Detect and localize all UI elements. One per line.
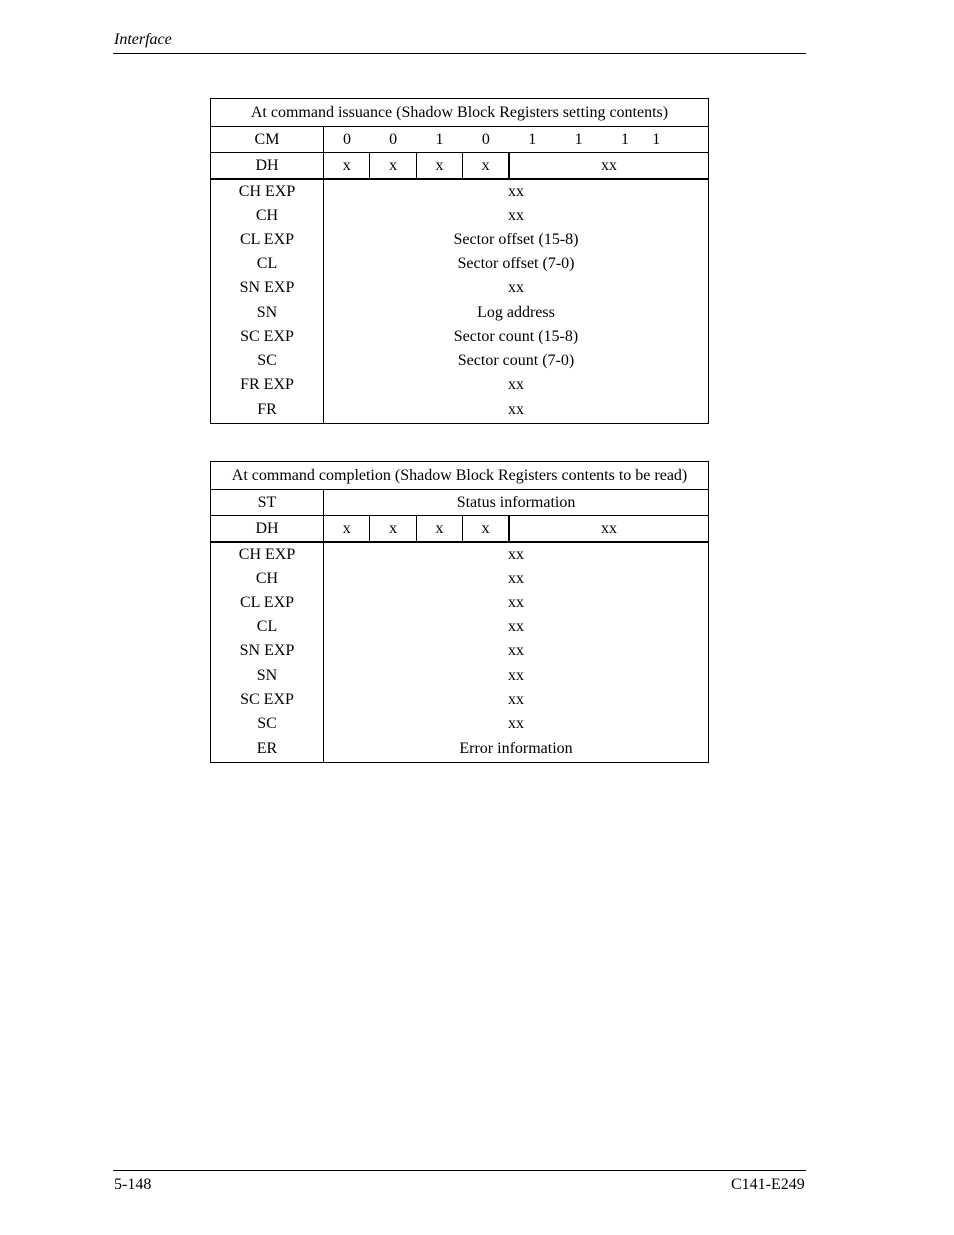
dh-bit-7: x (324, 153, 370, 180)
cm-bit-2: 1 (555, 127, 601, 153)
reg-value: xx (324, 179, 709, 204)
dh-bit-5: x (416, 516, 462, 543)
cm-bit-7: 0 (324, 127, 370, 153)
issuance-register-table (210, 98, 709, 424)
reg-value: Error information (324, 736, 709, 763)
reg-label: SC EXP (211, 688, 324, 712)
reg-value: xx (324, 615, 709, 639)
reg-value: Sector count (15-8) (324, 325, 709, 349)
dh-low-bits: xx (509, 153, 708, 180)
cm-bit-3: 1 (509, 127, 555, 153)
reg-label: SC (211, 349, 324, 373)
reg-label: CH EXP (211, 179, 324, 204)
reg-label: CH (211, 567, 324, 591)
reg-label: CH EXP (211, 542, 324, 567)
dh-bit-5: x (416, 153, 462, 180)
dh-row (211, 153, 709, 180)
reg-value: Log address (324, 300, 709, 324)
reg-value: Sector offset (15-8) (324, 228, 709, 252)
reg-label: FR (211, 397, 324, 424)
reg-label: SN (211, 300, 324, 324)
st-value: Status information (324, 490, 709, 516)
reg-label: SN (211, 663, 324, 687)
reg-value: xx (324, 204, 709, 228)
document-id: C141-E249 (731, 1176, 805, 1193)
reg-label: SC EXP (211, 325, 324, 349)
reg-label: SN EXP (211, 639, 324, 663)
completion-register-table (210, 461, 709, 763)
reg-value: xx (324, 639, 709, 663)
reg-value: xx (324, 276, 709, 300)
page-number: 5-148 (114, 1176, 152, 1193)
running-header: Interface (114, 31, 172, 48)
cm-bit-1: 1 (602, 127, 648, 153)
completion-table-title: At command completion (Shadow Block Registers contents to be read) (211, 462, 709, 490)
reg-value: xx (324, 397, 709, 424)
reg-value: xx (324, 591, 709, 615)
footer-rule (113, 1170, 806, 1171)
reg-value: xx (324, 567, 709, 591)
cm-bit-4: 0 (463, 127, 509, 153)
reg-value: xx (324, 712, 709, 736)
dh-bit-6: x (370, 516, 416, 543)
reg-label: CL EXP (211, 591, 324, 615)
dh-row (211, 516, 709, 543)
dh-label: DH (211, 516, 324, 543)
reg-value: xx (324, 688, 709, 712)
reg-label: CL EXP (211, 228, 324, 252)
reg-value: xx (324, 663, 709, 687)
cm-bit-5: 1 (416, 127, 462, 153)
reg-value: xx (324, 542, 709, 567)
reg-label: CL (211, 252, 324, 276)
dh-label: DH (211, 153, 324, 180)
issuance-table-title: At command issuance (Shadow Block Registers setting contents) (211, 99, 709, 127)
reg-label: SN EXP (211, 276, 324, 300)
dh-low-bits: xx (509, 516, 708, 543)
st-label: ST (211, 490, 324, 516)
dh-bit-7: x (324, 516, 370, 543)
dh-bit-4: x (463, 516, 509, 543)
reg-label: FR EXP (211, 373, 324, 397)
cm-bit-0: 1 (648, 127, 708, 153)
dh-bit-4: x (463, 153, 509, 180)
reg-label: ER (211, 736, 324, 763)
reg-label: SC (211, 712, 324, 736)
dh-bit-6: x (370, 153, 416, 180)
reg-label: CL (211, 615, 324, 639)
reg-value: Sector offset (7-0) (324, 252, 709, 276)
reg-value: xx (324, 373, 709, 397)
header-rule (113, 53, 806, 54)
reg-label: CH (211, 204, 324, 228)
cm-row (211, 127, 709, 153)
cm-label: CM (211, 127, 324, 153)
reg-value: Sector count (7-0) (324, 349, 709, 373)
st-row (211, 490, 709, 516)
cm-bit-6: 0 (370, 127, 416, 153)
